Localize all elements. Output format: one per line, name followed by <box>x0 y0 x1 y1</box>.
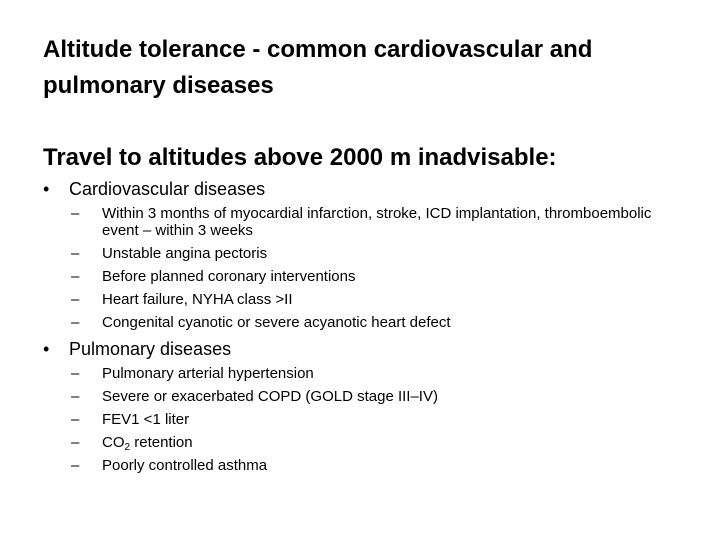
list-item-text: Poorly controlled asthma <box>102 457 268 474</box>
dash-icon: – <box>71 434 80 451</box>
list-item <box>71 205 683 239</box>
list-item-text: FEV1 <1 liter <box>102 411 190 428</box>
list-item <box>71 245 683 262</box>
pulmonary-list <box>43 365 683 474</box>
cardiovascular-list <box>43 205 683 331</box>
slide-subtitle: Travel to altitudes above 2000 m inadvisable: <box>43 144 557 171</box>
dash-icon: – <box>71 245 80 262</box>
dash-icon: – <box>71 365 80 382</box>
bullet-cardiovascular <box>43 177 683 201</box>
list-item-text: Severe or exacerbated COPD (GOLD stage III–IV) <box>102 388 438 405</box>
list-item <box>71 457 683 474</box>
slide-title: Altitude tolerance - common cardiovascular and pulmonary diseases <box>43 36 593 99</box>
co2-subscript: 2 <box>124 442 131 453</box>
dash-icon: – <box>71 205 80 222</box>
bullet-pulmonary <box>43 337 683 361</box>
co2-suffix: retention <box>130 434 193 451</box>
co2-prefix: CO <box>102 434 125 451</box>
dash-icon: – <box>71 291 80 308</box>
list-item-text-co2 <box>102 434 683 451</box>
section-pulmonary <box>43 337 683 480</box>
dash-icon: – <box>71 457 80 474</box>
section-cardiovascular <box>43 177 683 337</box>
section-heading: Pulmonary diseases <box>69 339 232 359</box>
list-item-text: Heart failure, NYHA class >II <box>102 291 293 308</box>
list-item-text: Pulmonary arterial hypertension <box>102 365 314 382</box>
list-item-text: Before planned coronary interventions <box>102 268 356 285</box>
dash-icon: – <box>71 411 80 428</box>
section-heading: Cardiovascular diseases <box>69 179 266 199</box>
bullet-dot-icon: • <box>43 179 50 199</box>
list-item <box>71 291 683 308</box>
bullet-dot-icon: • <box>43 339 50 359</box>
list-item-text: Congenital cyanotic or severe acyanotic heart defect <box>102 314 451 331</box>
list-item-text: Within 3 months of myocardial infarction, stroke, ICD implantation, thromboembolic event – within 3 weeks <box>102 205 652 239</box>
list-item <box>71 268 683 285</box>
list-item <box>71 434 683 451</box>
list-item <box>71 388 683 405</box>
list-item-text: Unstable angina pectoris <box>102 245 268 262</box>
list-item <box>71 365 683 382</box>
dash-icon: – <box>71 268 80 285</box>
list-item <box>71 411 683 428</box>
dash-icon: – <box>71 388 80 405</box>
list-item <box>71 314 683 331</box>
dash-icon: – <box>71 314 80 331</box>
